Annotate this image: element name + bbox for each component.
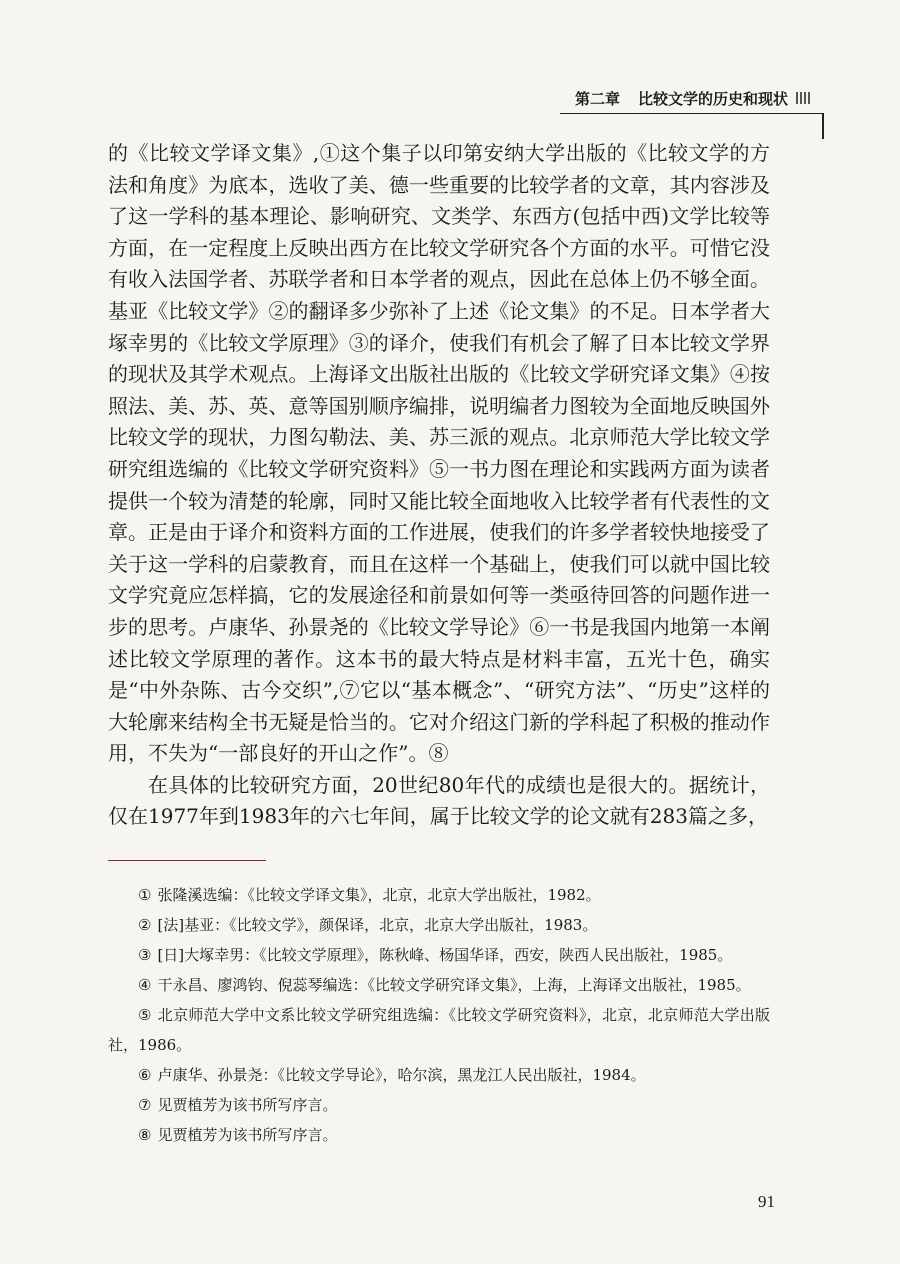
footnote-text: [日]大塚幸男：《比较文学原理》，陈秋峰、杨国华译，西安，陕西人民出版社，1985。 (157, 946, 733, 964)
footnote-text: 北京师范大学中文系比较文学研究组选编：《比较文学研究资料》，北京，北京师范大学出版社，1986。 (108, 1006, 770, 1054)
footnote (108, 970, 770, 1000)
body-paragraph: 在具体的比较研究方面，20世纪80年代的成绩也是很大的。据统计，仅在1977年到1983年的六七年间，属于比较文学的论文就有283篇之多， (108, 772, 770, 829)
header-ornament-icon (796, 92, 810, 104)
footnote-mark: ① (138, 886, 152, 904)
footnote-separator (108, 860, 266, 861)
chapter-title: 比较文学的历史和现状 (638, 89, 789, 108)
footnote-text: 见贾植芳为该书所写序言。 (157, 1126, 338, 1144)
footnote (108, 940, 770, 970)
footnote (108, 880, 770, 910)
main-text (108, 138, 770, 833)
footnote-text: 卢康华、孙景尧：《比较文学导论》，哈尔滨，黑龙江人民出版社，1984。 (157, 1066, 646, 1084)
footnote (108, 1060, 770, 1090)
header-rule-tick (822, 113, 824, 139)
footnote-text: [法]基亚：《比较文学》，颜保译，北京，北京大学出版社，1983。 (157, 916, 598, 934)
page-number: 91 (758, 1192, 775, 1211)
footnote-mark: ⑤ (138, 1006, 152, 1024)
footnotes (108, 880, 770, 1150)
footnote-text: 干永昌、廖鸿钧、倪蕊琴编选：《比较文学研究译文集》，上海，上海译文出版社，1985。 (157, 976, 751, 994)
footnote-mark: ④ (138, 976, 152, 994)
footnote-text: 张隆溪选编：《比较文学译文集》，北京，北京大学出版社，1982。 (157, 886, 601, 904)
footnote-mark: ② (138, 916, 152, 934)
footnote (108, 1000, 770, 1060)
running-header (575, 86, 810, 110)
header-rule (560, 113, 824, 114)
chapter-number: 第二章 (575, 89, 621, 108)
footnote-mark: ⑥ (138, 1066, 152, 1084)
footnote-mark: ⑧ (138, 1126, 152, 1144)
footnote-mark: ⑦ (138, 1096, 152, 1114)
footnote (108, 910, 770, 940)
footnote (108, 1090, 770, 1120)
footnote-mark: ③ (138, 946, 152, 964)
footnote (108, 1120, 770, 1150)
footnote-text: 见贾植芳为该书所写序言。 (157, 1096, 338, 1114)
body-paragraph: 的《比较文学译文集》,①这个集子以印第安纳大学出版的《比较文学的方法和角度》为底本，选收了美、德一些重要的比较学者的文章，其内容涉及了这一学科的基本理论、影响研究、文类学、东西方(包括中西)文学比较等方面，在一定程度上反映出西方在比较文学研究各个方面的水平。可惜它没有收入法国学者、苏联学者和日本学者的观点，因此在总体上仍不够全面。基亚《比较文学》②的翻译多少弥补了上述《论文集》的不足。日本学者大塚幸男的《比较文学原理》③的译介，使我们有机会了解了日本比较文学界的现状及其学术观点。上海译文出版社出版的《比较文学研究译文集》④按照法、美、苏、英、意等国别顺序编排，说明编者力图较为全面地反映国外比较文学的现状，力图勾勒法、美、苏三派的观点。北京师范大学比较文学研究组选编的《比较文学研究资料》⑤一书力图在理论和实践两方面为读者提供一个较为清楚的轮廓，同时又能比较全面地收入比较学者有代表性的文章。正是由于译介和资料方面的工作进展，使我们的许多学者较快地接受了关于这一学科的启蒙教育，而且在这样一个基础上，使我们可以就中国比较文学究竟应怎样搞，它的发展途径和前景如何等一类亟待回答的问题作进一步的思考。卢康华、孙景尧的《比较文学导论》⑥一书是我国内地第一本阐述比较文学原理的著作。这本书的最大特点是材料丰富，五光十色，确实是“中外杂陈、古今交织”,⑦它以“基本概念”、“研究方法”、“历史”这样的大轮廓来结构全书无疑是恰当的。它对介绍这门新的学科起了积极的推动作用，不失为“一部良好的开山之作”。⑧ (108, 141, 770, 766)
